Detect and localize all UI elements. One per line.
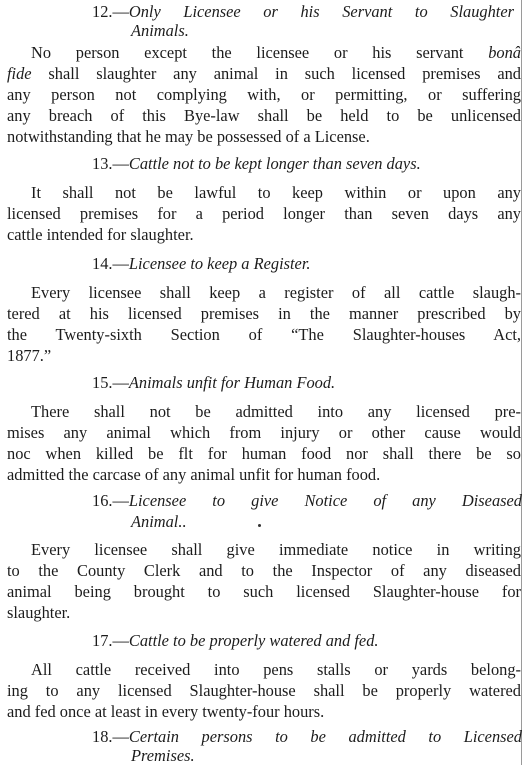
section-14-heading (92, 253, 311, 275)
section-13-line-1-text: It shall not be lawful to keep within or upon any (31, 183, 521, 202)
section-17-line-2 (7, 680, 521, 702)
section-17-title: Cattle to be properly watered and fed. (128, 631, 379, 650)
section-14-number: 14.— (92, 254, 129, 273)
section-14-line-3 (7, 324, 521, 346)
section-18-number: 18.— (92, 727, 129, 746)
section-12-number: 12.— (92, 2, 129, 21)
section-17-line-3 (7, 701, 324, 723)
section-13-line-1 (31, 182, 521, 204)
section-16-line-3 (7, 581, 521, 603)
section-12-line-5 (7, 126, 370, 148)
section-13-line-2 (7, 203, 521, 225)
section-13-line-2-text: licensed premises for a period longer than seven days any (7, 204, 521, 223)
section-16-line-1-text: Every licensee shall give immediate notice in writing (31, 540, 521, 559)
section-15-line-2 (7, 422, 521, 444)
section-16-title: Licensee to give Notice of any Diseased (128, 491, 522, 510)
section-17-line-1 (31, 659, 521, 681)
section-12-line-1-italic: bonâ (488, 43, 521, 62)
section-12-heading-cont (131, 20, 189, 42)
section-13-title: Cattle not to be kept longer than seven days. (128, 154, 421, 173)
section-18-title-cont: Premises. (131, 746, 195, 765)
section-18-title: Certain persons to be admitted to Licensed (128, 727, 522, 746)
section-12-line-1-text: No person except the licensee or his servant (31, 43, 489, 62)
section-16-line-4 (7, 602, 70, 624)
section-16-line-4-text: slaughter. (7, 603, 71, 622)
section-12-title: Only Licensee or his Servant to Slaughter (128, 2, 514, 21)
section-14-line-4 (7, 345, 51, 367)
section-12-line-3 (7, 84, 521, 106)
section-13-line-3-text: cattle intended for slaughter. (7, 225, 194, 244)
section-14-line-1 (31, 282, 521, 304)
page-edge-rule (521, 0, 522, 765)
section-14-line-1-text: Every licensee shall keep a register of all cattle slaugh- (31, 283, 521, 302)
section-16-title-cont: Animal.. (131, 512, 187, 531)
section-12-line-5-text: notwithstanding that he may be possessed of a License. (7, 127, 370, 146)
section-15-line-4 (7, 464, 380, 486)
section-13-heading (92, 153, 421, 175)
section-15-line-2-text: mises any animal which from injury or other cause would (7, 423, 521, 442)
section-14-line-2 (7, 303, 521, 325)
section-15-heading (92, 372, 335, 394)
section-16-line-1 (31, 539, 521, 561)
section-12-line-2-italic: fide (7, 64, 32, 83)
section-12-line-2-text: shall slaughter any animal in such licensed premises and (31, 64, 521, 83)
section-12-line-1 (31, 42, 521, 64)
section-14-line-4-text: 1877.” (7, 346, 52, 365)
section-12-line-4-text: any breach of this Bye-law shall be held to be unlicensed (7, 106, 521, 125)
section-16-heading-cont (131, 511, 187, 533)
section-14-line-2-text: tered at his licensed premises in the manner prescribed by (7, 304, 521, 323)
section-12-line-2 (7, 63, 521, 85)
section-15-title: Animals unfit for Human Food. (128, 373, 336, 392)
section-17-line-3-text: and fed once at least in every twenty-four hours. (7, 702, 325, 721)
section-12-title-cont: Animals. (131, 21, 189, 40)
section-15-line-3 (7, 443, 521, 465)
section-12-line-4 (7, 105, 521, 127)
section-17-heading (92, 630, 379, 652)
section-15-line-1-text: There shall not be admitted into any licensed pre- (31, 402, 521, 421)
section-15-line-3-text: noc when killed be flt for human food nor shall there be so (7, 444, 521, 463)
section-15-line-1 (31, 401, 521, 423)
section-16-heading (92, 490, 522, 512)
section-17-line-1-text: All cattle received into pens stalls or yards belong- (31, 660, 521, 679)
section-16-line-3-text: animal being brought to such licensed Slaughter-house for (7, 582, 521, 601)
section-15-line-4-text: admitted the carcase of any animal unfit for human food. (7, 465, 381, 484)
section-18-heading-cont (131, 745, 195, 767)
section-16-line-2-text: to the County Clerk and to the Inspector of any diseased (7, 561, 521, 580)
stray-ink-dot (258, 524, 261, 527)
section-17-line-2-text: ing to any licensed Slaughter-house shall be properly watered (7, 681, 521, 700)
section-16-line-2 (7, 560, 521, 582)
section-17-number: 17.— (92, 631, 129, 650)
section-13-number: 13.— (92, 154, 129, 173)
section-13-line-3 (7, 224, 194, 246)
section-14-line-3-text: the Twenty-sixth Section of “The Slaughter-houses Act, (7, 325, 521, 344)
section-14-title: Licensee to keep a Register. (128, 254, 311, 273)
section-12-line-3-text: any person not complying with, or permitting, or suffering (7, 85, 521, 104)
section-16-number: 16.— (92, 491, 129, 510)
section-15-number: 15.— (92, 373, 129, 392)
